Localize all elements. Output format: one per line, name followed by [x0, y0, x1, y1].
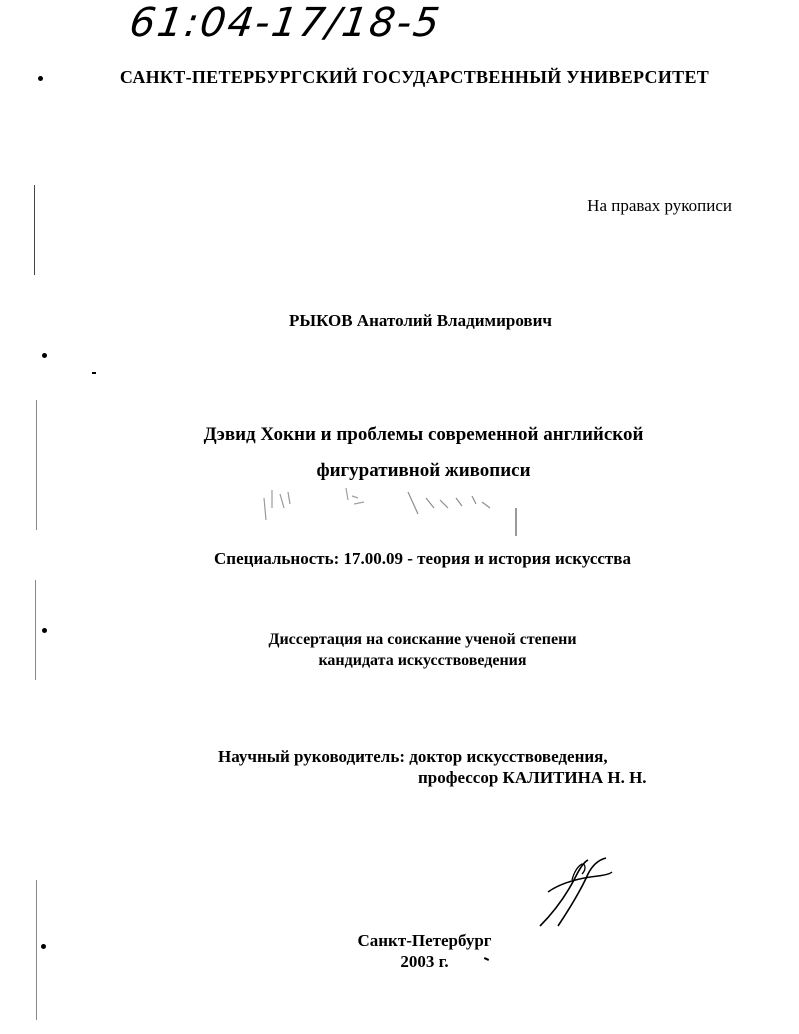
manuscript-note: На правах рукописи: [587, 196, 732, 215]
footer-place-date: [0, 930, 799, 972]
dissertation-degree-line-1: Диссертация на соискание ученой степени: [268, 631, 577, 648]
supervisor-line-1: Научный руководитель: доктор искусствоведения,: [218, 747, 608, 766]
scan-margin-line: [36, 400, 37, 530]
handwritten-archive-code: 61:04-17/18-5: [126, 0, 445, 46]
supervisor-line-2: профессор КАЛИТИНА Н. Н.: [418, 768, 647, 787]
footer-city: Санкт-Петербург: [357, 931, 492, 950]
dissertation-title-line-1: Дэвид Хокни и проблемы современной английской: [203, 424, 644, 445]
dissertation-degree: [0, 629, 799, 671]
specialty: Специальность: 17.00.09 - теория и история искусства: [214, 549, 631, 568]
footer-year: 2003 г.: [400, 952, 449, 971]
scan-margin-line: [34, 185, 35, 275]
faint-scribble-mark: [258, 478, 538, 538]
binding-hole-mark: [38, 76, 43, 81]
author-name: РЫКОВ Анатолий Владимирович: [289, 311, 552, 330]
dissertation-degree-line-2: кандидата искусствоведения: [318, 652, 527, 669]
signature: [528, 852, 618, 932]
binding-hole-mark: [41, 944, 46, 949]
binding-hole-mark: [42, 353, 47, 358]
scan-margin-line: [36, 880, 37, 1020]
binding-hole-mark: [42, 628, 47, 633]
dissertation-title-line-2: фигуративной живописи: [316, 460, 531, 481]
scan-margin-line: [35, 580, 36, 680]
scan-speck: [92, 372, 96, 374]
university-name: САНКТ-ПЕТЕРБУРГСКИЙ ГОСУДАРСТВЕННЫЙ УНИВЕРСИТЕТ: [119, 67, 710, 87]
